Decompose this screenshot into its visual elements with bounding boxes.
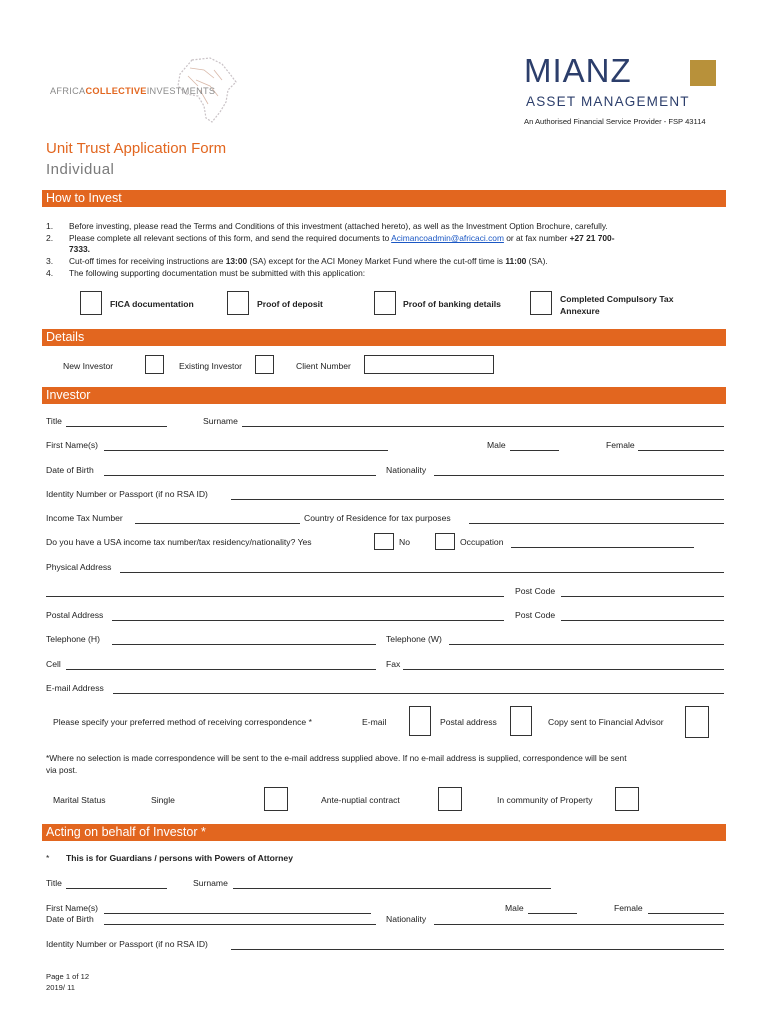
- section-investor: Investor: [42, 387, 726, 404]
- list-item: The following supporting documentation must be submitted with this application:: [69, 268, 366, 278]
- form-subtitle: Individual: [46, 161, 115, 178]
- label-email: E-mail Address: [46, 683, 104, 693]
- label-first-names: First Name(s): [46, 440, 99, 450]
- label-corr-postal: Postal address: [440, 717, 497, 727]
- mianz-logo: [524, 52, 724, 112]
- physical-address-field[interactable]: [120, 572, 724, 573]
- label-behalf-dob: Date of Birth: [46, 914, 94, 924]
- behalf-surname-field[interactable]: [233, 888, 551, 889]
- client-number-field[interactable]: [364, 355, 494, 374]
- occupation-field[interactable]: [511, 547, 694, 548]
- list-num: 2.: [46, 233, 54, 243]
- label-country-res: Country of Residence for tax purposes: [304, 513, 451, 523]
- male-field[interactable]: [510, 450, 559, 451]
- label-physical-address: Physical Address: [46, 562, 112, 572]
- aci-logo: [48, 56, 248, 126]
- checkbox-corr-postal[interactable]: [510, 706, 532, 736]
- fax-number: +27 21 700-: [569, 233, 615, 243]
- label-behalf-first-names: First Name(s): [46, 903, 99, 913]
- form-version: 2019/ 11: [46, 983, 75, 992]
- checkbox-corr-email[interactable]: [409, 706, 431, 736]
- income-tax-field[interactable]: [135, 523, 300, 524]
- label-existing-investor: Existing Investor: [179, 361, 243, 371]
- label-community: In community of Property: [497, 795, 593, 805]
- label-marital: Marital Status: [53, 795, 106, 805]
- behalf-male-field[interactable]: [528, 913, 577, 914]
- behalf-star: *: [46, 853, 50, 863]
- section-details: Details: [42, 329, 726, 346]
- list-item: Before investing, please read the Terms and Conditions of this investment (attached hereto), as well as the Investment Option Brochure, carefully.: [69, 221, 608, 231]
- label-corr-email: E-mail: [362, 717, 387, 727]
- behalf-id-number-field[interactable]: [231, 949, 724, 950]
- checkbox-usa-no[interactable]: [435, 533, 455, 550]
- list-item: Please complete all relevant sections of this form, and send the required documents to Acimancoadmin@africaci.com or at fax number +27 21 700-: [69, 233, 615, 243]
- label-behalf-surname: Surname: [193, 878, 228, 888]
- label-postal-address: Postal Address: [46, 610, 104, 620]
- label-post-code: Post Code: [515, 586, 556, 596]
- post-code-field[interactable]: [561, 596, 724, 597]
- id-number-field[interactable]: [231, 499, 724, 500]
- label-tel-h: Telephone (H): [46, 634, 100, 644]
- nationality-field[interactable]: [434, 475, 724, 476]
- email-field[interactable]: [113, 693, 724, 694]
- doc-label-tax-annexure: Completed Compulsory Tax: [560, 294, 674, 304]
- label-client-number: Client Number: [296, 361, 351, 371]
- checkbox-antenuptial[interactable]: [438, 787, 462, 811]
- label-behalf-id-number: Identity Number or Passport (if no RSA ID): [46, 939, 208, 949]
- label-post-code-2: Post Code: [515, 610, 556, 620]
- label-usa-question: Do you have a USA income tax number/tax residency/nationality? Yes: [46, 537, 312, 547]
- admin-email-link[interactable]: Acimancoadmin@africaci.com: [391, 233, 504, 243]
- label-behalf-nationality: Nationality: [386, 914, 427, 924]
- aci-logo-collective: COLLECTIVE: [85, 86, 147, 96]
- tel-w-field[interactable]: [449, 644, 724, 645]
- label-income-tax: Income Tax Number: [46, 513, 123, 523]
- label-usa-no: No: [399, 537, 410, 547]
- postal-address-field[interactable]: [112, 620, 504, 621]
- behalf-female-field[interactable]: [648, 913, 724, 914]
- section-how-to-invest: How to Invest: [42, 190, 726, 207]
- label-corr-copy: Copy sent to Financial Advisor: [548, 717, 664, 727]
- tel-h-field[interactable]: [112, 644, 376, 645]
- checkbox-fica[interactable]: [80, 291, 102, 315]
- checkbox-community[interactable]: [615, 787, 639, 811]
- cell-field[interactable]: [66, 669, 376, 670]
- country-res-field[interactable]: [469, 523, 724, 524]
- form-title: Unit Trust Application Form: [46, 140, 227, 157]
- checkbox-single[interactable]: [264, 787, 288, 811]
- doc-label-tax-annexure-2: Annexure: [560, 306, 600, 316]
- fax-field[interactable]: [403, 669, 724, 670]
- list-num: 3.: [46, 256, 54, 266]
- checkbox-proof-banking[interactable]: [374, 291, 396, 315]
- label-behalf-female: Female: [614, 903, 643, 913]
- dob-field[interactable]: [104, 475, 376, 476]
- label-correspondence: Please specify your preferred method of receiving correspondence *: [53, 717, 312, 727]
- mianz-subtitle: ASSET MANAGEMENT: [526, 94, 690, 109]
- aci-logo-africa: AFRICA: [50, 86, 86, 96]
- label-behalf-male: Male: [505, 903, 524, 913]
- aci-logo-investments: INVESTMENTS: [146, 86, 216, 96]
- label-cell: Cell: [46, 659, 61, 669]
- label-tel-w: Telephone (W): [386, 634, 442, 644]
- doc-label-proof-deposit: Proof of deposit: [257, 299, 323, 309]
- post-code-field-2[interactable]: [561, 620, 724, 621]
- correspondence-note-2: via post.: [46, 765, 78, 775]
- label-surname: Surname: [203, 416, 238, 426]
- label-female: Female: [606, 440, 635, 450]
- mianz-name: MIANZ: [524, 52, 632, 89]
- behalf-nationality-field[interactable]: [434, 924, 724, 925]
- physical-address-field-2[interactable]: [46, 596, 504, 597]
- label-id-number: Identity Number or Passport (if no RSA ID): [46, 489, 208, 499]
- label-antenuptial: Ante-nuptial contract: [321, 795, 400, 805]
- page-number: Page 1 of 12: [46, 972, 90, 981]
- doc-label-fica: FICA documentation: [110, 299, 194, 309]
- checkbox-proof-deposit[interactable]: [227, 291, 249, 315]
- first-names-field[interactable]: [104, 450, 388, 451]
- label-single: Single: [151, 795, 175, 805]
- label-male: Male: [487, 440, 506, 450]
- behalf-dob-field[interactable]: [104, 924, 376, 925]
- checkbox-tax-annexure[interactable]: [530, 291, 552, 315]
- label-new-investor: New Investor: [63, 361, 114, 371]
- doc-label-proof-banking: Proof of banking details: [403, 299, 501, 309]
- behalf-note: This is for Guardians / persons with Powers of Attorney: [66, 853, 293, 863]
- list-num: 1.: [46, 221, 54, 231]
- checkbox-existing-investor[interactable]: [255, 355, 274, 374]
- title-field[interactable]: [66, 426, 167, 427]
- label-dob: Date of Birth: [46, 465, 94, 475]
- list-num: 4.: [46, 268, 54, 278]
- correspondence-note: *Where no selection is made correspondence will be sent to the e-mail address supplied above. If no e-mail address is supplied, correspondence will be sent: [46, 753, 627, 763]
- label-behalf-title: Title: [46, 878, 62, 888]
- surname-field[interactable]: [242, 426, 724, 427]
- behalf-first-names-field[interactable]: [104, 913, 371, 914]
- checkbox-usa-yes[interactable]: [374, 533, 394, 550]
- fax-number-cont: 7333.: [69, 244, 90, 254]
- female-field[interactable]: [638, 450, 724, 451]
- fsp-line: An Authorised Financial Service Provider - FSP 43114: [524, 117, 706, 126]
- label-nationality: Nationality: [386, 465, 427, 475]
- mianz-gold-square: [690, 60, 716, 86]
- label-fax: Fax: [386, 659, 401, 669]
- checkbox-corr-copy[interactable]: [685, 706, 709, 738]
- behalf-title-field[interactable]: [66, 888, 167, 889]
- label-title: Title: [46, 416, 62, 426]
- checkbox-new-investor[interactable]: [145, 355, 164, 374]
- label-occupation: Occupation: [460, 537, 504, 547]
- list-item: Cut-off times for receiving instructions are 13:00 (SA) except for the ACI Money Market Fund where the cut-off time is 11:00 (SA).: [69, 256, 548, 266]
- section-acting-on-behalf: Acting on behalf of Investor *: [42, 824, 726, 841]
